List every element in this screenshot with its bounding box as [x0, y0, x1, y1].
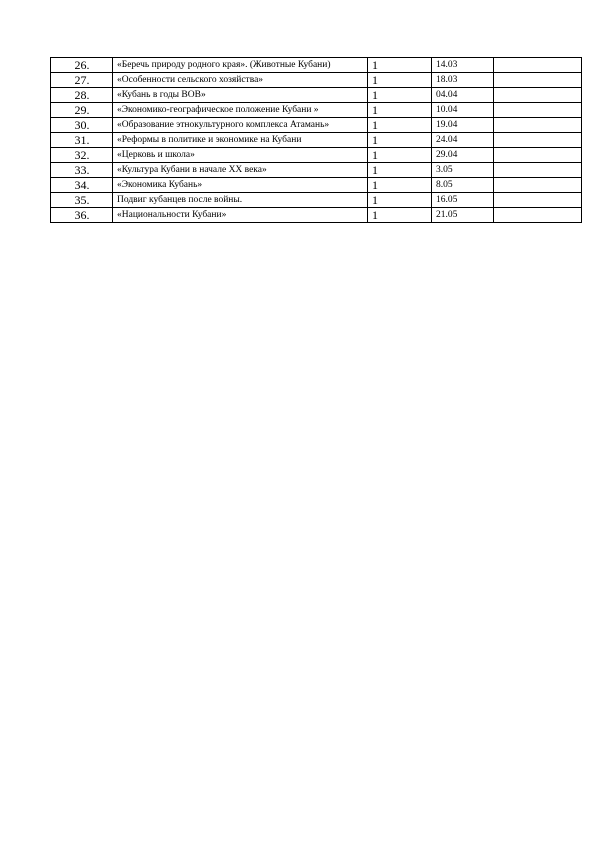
- lesson-topic: «Экономика Кубань»: [113, 178, 368, 193]
- lesson-fact-date: [494, 133, 582, 148]
- lesson-topic: «Кубань в годы ВОВ»: [113, 88, 368, 103]
- lesson-topic: «Экономико-географическое положение Кубани »: [113, 103, 368, 118]
- lesson-hours: 1: [368, 58, 432, 73]
- table-row: [51, 178, 582, 193]
- lesson-topic: Подвиг кубанцев после войны.: [113, 193, 368, 208]
- table-row: [51, 208, 582, 223]
- table-row: [51, 193, 582, 208]
- lesson-fact-date: [494, 118, 582, 133]
- lesson-fact-date: [494, 103, 582, 118]
- lesson-number: 31.: [51, 133, 113, 148]
- lesson-hours: 1: [368, 208, 432, 223]
- lesson-fact-date: [494, 148, 582, 163]
- lesson-number: 36.: [51, 208, 113, 223]
- lesson-date: 18.03: [432, 73, 494, 88]
- lesson-date: 24.04: [432, 133, 494, 148]
- lesson-fact-date: [494, 208, 582, 223]
- lesson-date: 29.04: [432, 148, 494, 163]
- lesson-fact-date: [494, 193, 582, 208]
- lesson-fact-date: [494, 73, 582, 88]
- lesson-number: 30.: [51, 118, 113, 133]
- lesson-number: 29.: [51, 103, 113, 118]
- lesson-schedule-table: [50, 57, 582, 223]
- lesson-date: 14.03: [432, 58, 494, 73]
- table-row: [51, 118, 582, 133]
- lesson-date: 8.05: [432, 178, 494, 193]
- lesson-topic: «Национальности Кубани»: [113, 208, 368, 223]
- table-row: [51, 58, 582, 73]
- table-row: [51, 73, 582, 88]
- lesson-hours: 1: [368, 118, 432, 133]
- lesson-number: 34.: [51, 178, 113, 193]
- table-row: [51, 103, 582, 118]
- lesson-topic: «Образование этнокультурного комплекса Атамань»: [113, 118, 368, 133]
- table-row: [51, 133, 582, 148]
- lesson-date: 16.05: [432, 193, 494, 208]
- lesson-hours: 1: [368, 178, 432, 193]
- lesson-hours: 1: [368, 103, 432, 118]
- lesson-date: 04.04: [432, 88, 494, 103]
- lesson-number: 32.: [51, 148, 113, 163]
- lesson-fact-date: [494, 163, 582, 178]
- table-body: [51, 58, 582, 223]
- lesson-number: 35.: [51, 193, 113, 208]
- lesson-date: 10.04: [432, 103, 494, 118]
- table-row: [51, 148, 582, 163]
- lesson-fact-date: [494, 88, 582, 103]
- lesson-topic: «Реформы в политике и экономике на Кубани: [113, 133, 368, 148]
- lesson-hours: 1: [368, 193, 432, 208]
- lesson-number: 26.: [51, 58, 113, 73]
- lesson-number: 28.: [51, 88, 113, 103]
- lesson-date: 19.04: [432, 118, 494, 133]
- lesson-fact-date: [494, 178, 582, 193]
- lesson-topic: «Церковь и школа»: [113, 148, 368, 163]
- lesson-topic: «Культура Кубани в начале XX века»: [113, 163, 368, 178]
- table-row: [51, 163, 582, 178]
- lesson-fact-date: [494, 58, 582, 73]
- lesson-hours: 1: [368, 73, 432, 88]
- lesson-topic: «Особенности сельского хозяйства»: [113, 73, 368, 88]
- lesson-hours: 1: [368, 148, 432, 163]
- lesson-topic: «Беречь природу родного края». (Животные Кубани): [113, 58, 368, 73]
- lesson-hours: 1: [368, 88, 432, 103]
- table-row: [51, 88, 582, 103]
- lesson-number: 27.: [51, 73, 113, 88]
- lesson-hours: 1: [368, 163, 432, 178]
- lesson-date: 21.05: [432, 208, 494, 223]
- lesson-date: 3.05: [432, 163, 494, 178]
- lesson-hours: 1: [368, 133, 432, 148]
- lesson-number: 33.: [51, 163, 113, 178]
